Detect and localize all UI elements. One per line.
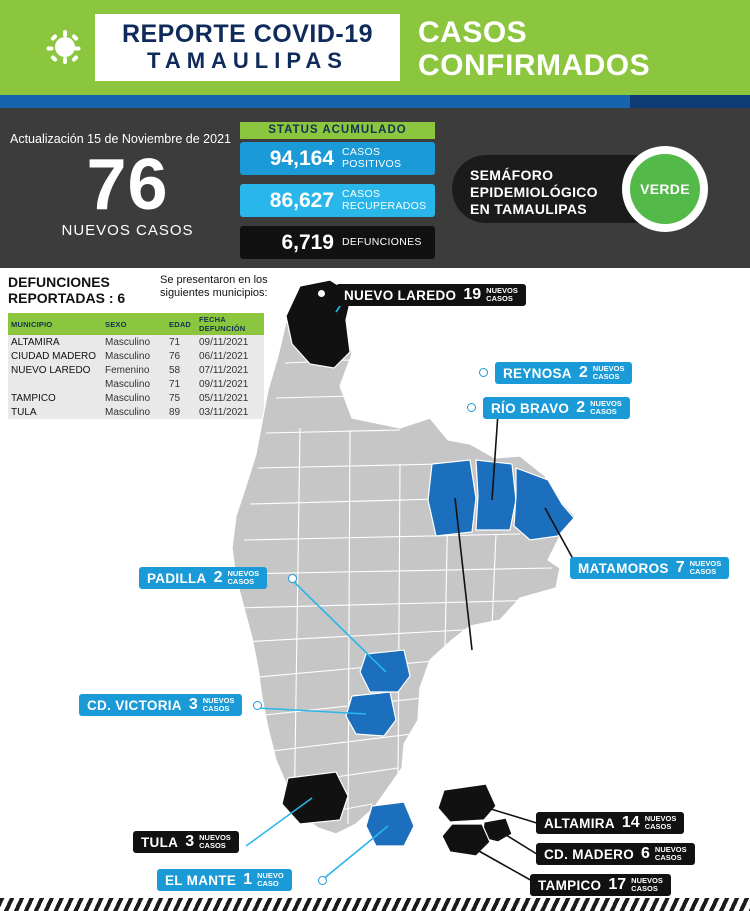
cell-fecha: 09/11/2021 <box>196 335 264 349</box>
stat-recovered-value: 86,627 <box>269 188 334 212</box>
stat-recovered-label-l2: RECUPERADOS <box>342 199 427 212</box>
leader-line-tampico <box>470 846 534 882</box>
stat-recovered-label-l1: CASOS <box>342 188 381 200</box>
callout-nuevo-laredo[interactable] <box>336 284 526 306</box>
cell-sexo: Masculino <box>102 335 166 349</box>
callout-sub: NUEVOS CASOS <box>590 399 622 416</box>
callout-name: REYNOSA <box>503 365 572 381</box>
callout-reynosa[interactable] <box>495 362 632 384</box>
callout-count: 3 <box>188 696 198 713</box>
cell-sexo: Femenino <box>102 363 166 377</box>
semaforo-level-label: VERDE <box>640 181 690 197</box>
header-blue-strip <box>0 95 750 108</box>
report-title-box <box>95 14 400 81</box>
callout-count: 6 <box>641 845 650 862</box>
stat-deaths-label <box>342 237 422 249</box>
cell-edad: 71 <box>166 335 196 349</box>
cell-fecha: 09/11/2021 <box>196 377 264 391</box>
cell-municipio: TAMPICO <box>8 391 102 405</box>
col-sexo: SEXO <box>102 313 166 335</box>
leader-line-cd-madero <box>498 830 540 856</box>
cell-municipio: CIUDAD MADERO <box>8 349 102 363</box>
callout-sub: NUEVOS CASOS <box>592 364 625 381</box>
callout-name: MATAMOROS <box>578 560 669 576</box>
stat-positive-value: 94,164 <box>269 146 334 170</box>
report-title-line1: REPORTE COVID-19 <box>121 20 374 48</box>
stat-deaths-value: 6,719 <box>281 230 334 254</box>
callout-count: 14 <box>621 814 640 831</box>
header-subject-line2: CONFIRMADOS <box>418 49 651 82</box>
footer-stripes <box>0 898 750 911</box>
cell-sexo: Masculino <box>102 391 166 405</box>
callout-count: 1 <box>243 871 253 888</box>
tamaulipas-map <box>0 268 750 898</box>
cell-edad: 76 <box>166 349 196 363</box>
callout-name: NUEVO LAREDO <box>344 287 457 303</box>
map-svg <box>0 268 750 898</box>
municipality-rio-bravo <box>476 460 516 530</box>
callout-tampico[interactable] <box>530 874 671 896</box>
callout-dot-cd-victoria <box>253 701 262 710</box>
header-subject <box>418 16 650 82</box>
callout-sub: NUEVOS CASOS <box>654 845 687 862</box>
stat-deaths-label-l1: DEFUNCIONES <box>342 235 422 248</box>
callout-cd-madero[interactable] <box>536 843 695 865</box>
callout-name: ALTAMIRA <box>544 815 615 831</box>
deaths-title-line2: REPORTADAS : 6 <box>8 290 126 306</box>
stat-recovered-label <box>342 189 426 212</box>
callout-sub: NUEVOS CASOS <box>202 696 235 713</box>
cell-municipio: TULA <box>8 405 102 419</box>
callout-name: CD. VICTORIA <box>87 697 182 713</box>
leader-line-el-mante <box>322 826 388 880</box>
semaforo-line3: EN TAMAULIPAS <box>470 201 587 217</box>
municipality-tula <box>282 772 348 824</box>
callout-count: 2 <box>213 569 223 586</box>
new-cases-number: 76 <box>86 145 169 225</box>
new-cases-block <box>35 145 220 239</box>
cell-edad: 89 <box>166 405 196 419</box>
municipality-el-mante <box>366 802 414 846</box>
callout-dot-rio-bravo <box>467 403 476 412</box>
cell-municipio: ALTAMIRA <box>8 335 102 349</box>
stat-positive-label-l1: CASOS <box>342 146 381 158</box>
callout-sub: NUEVO CASO <box>257 871 284 888</box>
cell-sexo: Masculino <box>102 405 166 419</box>
col-edad: EDAD <box>166 313 196 335</box>
callout-name: PADILLA <box>147 570 207 586</box>
update-date: Actualización 15 de Noviembre de 2021 <box>10 132 231 146</box>
cell-fecha: 05/11/2021 <box>196 391 264 405</box>
callout-count: 17 <box>608 876 627 893</box>
deaths-subtitle: Se presentaron en los siguientes municipios: <box>160 274 268 299</box>
municipality-tampico <box>442 824 490 856</box>
cell-sexo: Masculino <box>102 349 166 363</box>
callout-name: TULA <box>141 834 179 850</box>
stat-deaths <box>240 226 435 259</box>
callout-sub: NUEVOS CASOS <box>689 559 722 576</box>
col-fecha: FECHA DEFUNCIÓN <box>196 313 264 335</box>
semaforo-level-indicator <box>630 154 700 224</box>
municipality-reynosa <box>428 460 476 536</box>
callout-sub: NUEVOS CASOS <box>644 814 677 831</box>
callout-altamira[interactable] <box>536 812 684 834</box>
status-accumulated-title: STATUS ACUMULADO <box>240 122 435 139</box>
stat-positive-label <box>342 147 401 170</box>
callout-sub: NUEVOS CASOS <box>199 833 231 850</box>
callout-count: 3 <box>185 833 195 850</box>
new-cases-caption: NUEVOS CASOS <box>61 222 194 239</box>
callout-sub: NUEVOS CASOS <box>227 569 260 586</box>
callout-name: TAMPICO <box>538 877 602 893</box>
callout-name: EL MANTE <box>165 872 237 888</box>
semaforo-line2: EPIDEMIOLÓGICO <box>470 184 598 200</box>
semaforo-text <box>470 167 598 218</box>
callout-sub: NUEVOS CASOS <box>486 286 518 303</box>
stat-positive-cases <box>240 142 435 175</box>
callout-sub: NUEVOS CASOS <box>631 876 663 893</box>
callout-dot-padilla <box>288 574 297 583</box>
header-subject-line1: CASOS <box>418 16 528 49</box>
cell-fecha: 03/11/2021 <box>196 405 264 419</box>
cell-sexo: Masculino <box>102 377 166 391</box>
cell-municipio: NUEVO LAREDO <box>8 363 102 377</box>
callout-dot-el-mante <box>318 876 327 885</box>
callout-dot-nuevo-laredo <box>317 289 326 298</box>
municipality-altamira <box>438 784 496 822</box>
col-municipio: MUNICIPIO <box>8 313 102 335</box>
callout-padilla[interactable] <box>139 567 267 589</box>
callout-rio-bravo[interactable] <box>483 397 630 419</box>
virus-icon <box>48 30 82 64</box>
callout-el-mante[interactable] <box>157 869 292 891</box>
report-title-line2: TAMAULIPAS <box>147 48 348 73</box>
deaths-title-line1: DEFUNCIONES <box>8 274 110 290</box>
cell-fecha: 07/11/2021 <box>196 363 264 377</box>
semaforo-line1: SEMÁFORO <box>470 167 554 183</box>
callout-count: 7 <box>675 559 685 576</box>
callout-dot-reynosa <box>479 368 488 377</box>
cell-edad: 71 <box>166 377 196 391</box>
callout-name: RÍO BRAVO <box>491 400 570 416</box>
callout-count: 19 <box>463 286 482 303</box>
callout-cd-victoria[interactable] <box>79 694 242 716</box>
callout-count: 2 <box>578 364 588 381</box>
callout-count: 2 <box>576 399 586 416</box>
page-header <box>0 0 750 95</box>
cell-fecha: 06/11/2021 <box>196 349 264 363</box>
cell-edad: 58 <box>166 363 196 377</box>
callout-tula[interactable] <box>133 831 239 853</box>
cell-edad: 75 <box>166 391 196 405</box>
stat-recovered-cases <box>240 184 435 217</box>
callout-matamoros[interactable] <box>570 557 729 579</box>
callout-name: CD. MADERO <box>544 846 634 862</box>
stat-positive-label-l2: POSITIVOS <box>342 157 402 170</box>
